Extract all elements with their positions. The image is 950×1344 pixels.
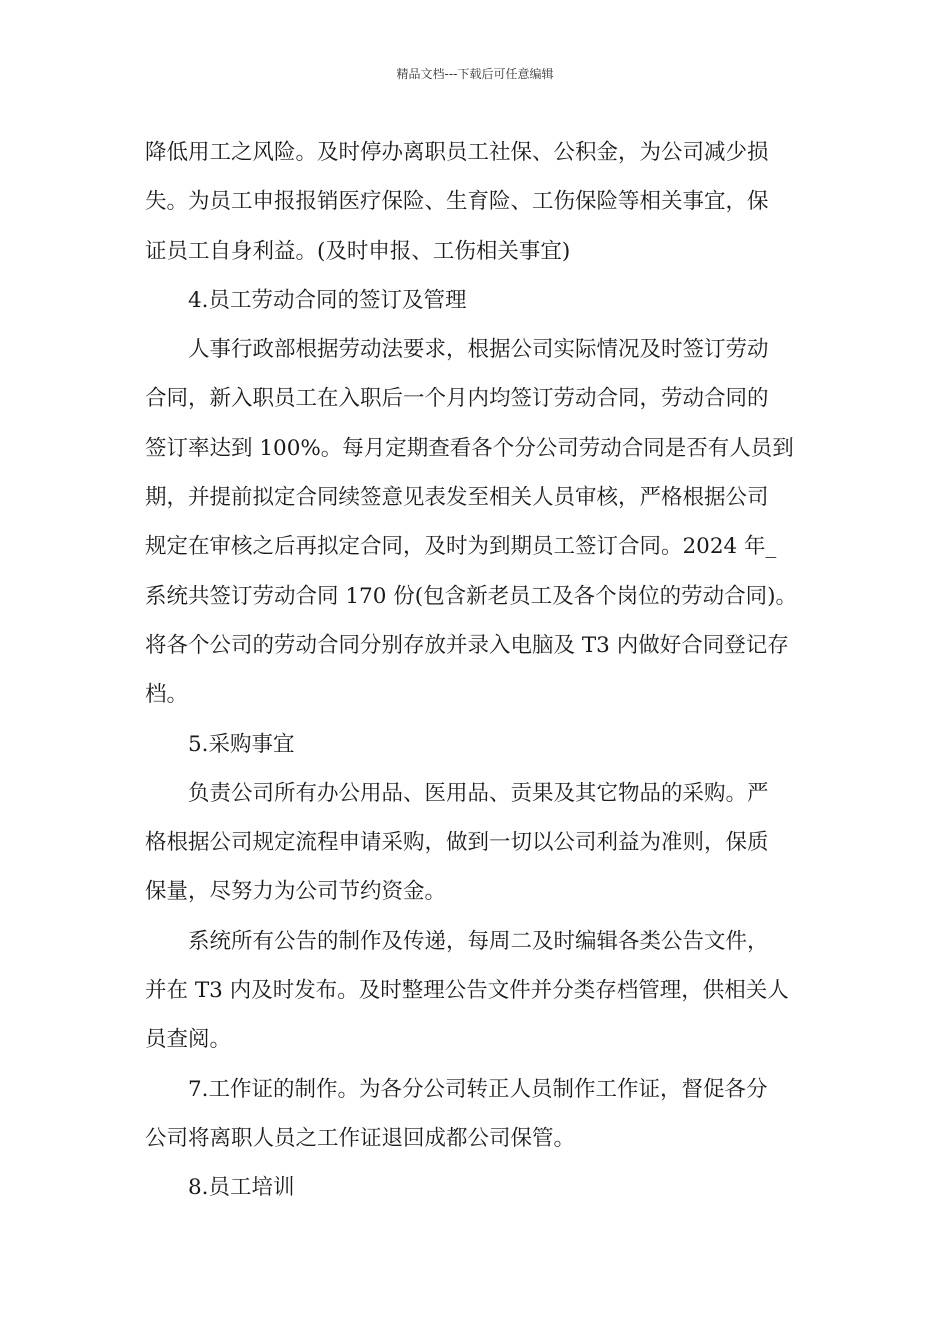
paragraph-work-badge: 7.工作证的制作。为各分公司转正人员制作工作证，督促各分 公司将离职人员之工作证退回成都公司保管。 <box>145 1076 768 1151</box>
heading-employee-training: 8.员工培训 <box>188 1175 295 1201</box>
paragraph-labor-contract: 人事行政部根据劳动法要求，根据公司实际情况及时签订劳动 合同，新入职员工在入职后一个月内均签订劳动合同，劳动合同的 签订率达到 100%。每月定期查看各个分公司劳动合同是否有人员到 期，并提前拟定合同续签意见表发至相关人员审核，严格根据公司 规定在审核之后再拟定合同，及时为到期员工签订合同。2024 年_ 系统共签订劳动合同 170 份(包含新老员工及各个岗位的劳动合同)。 将各个公司的劳动合同分别存放并录入电脑及 T3 内做好合同登记存 档。 <box>145 337 797 708</box>
paragraph-procurement: 负责公司所有办公用品、医用品、贡果及其它物品的采购。严 格根据公司规定流程申请采购，做到一切以公司利益为准则，保质 保量，尽努力为公司节约资金。 <box>145 780 769 905</box>
page-header: 精品文档---下载后可任意编辑 <box>396 67 554 81</box>
heading-procurement: 5.采购事宜 <box>188 731 295 757</box>
heading-labor-contract: 4.员工劳动合同的签订及管理 <box>188 287 467 313</box>
paragraph-social-insurance: 降低用工之风险。及时停办离职员工社保、公积金，为公司减少损 失。为员工申报报销医疗保险、生育险、工伤保险等相关事宜，保 证员工自身利益。(及时申报、工伤相关事宜) <box>145 140 769 264</box>
paragraph-announcements: 系统所有公告的制作及传递，每周二及时编辑各类公告文件， 并在 T3 内及时发布。及时整理公告文件并分类存档管理，供相关人 员查阅。 <box>145 928 789 1053</box>
document-body <box>145 128 815 1213</box>
